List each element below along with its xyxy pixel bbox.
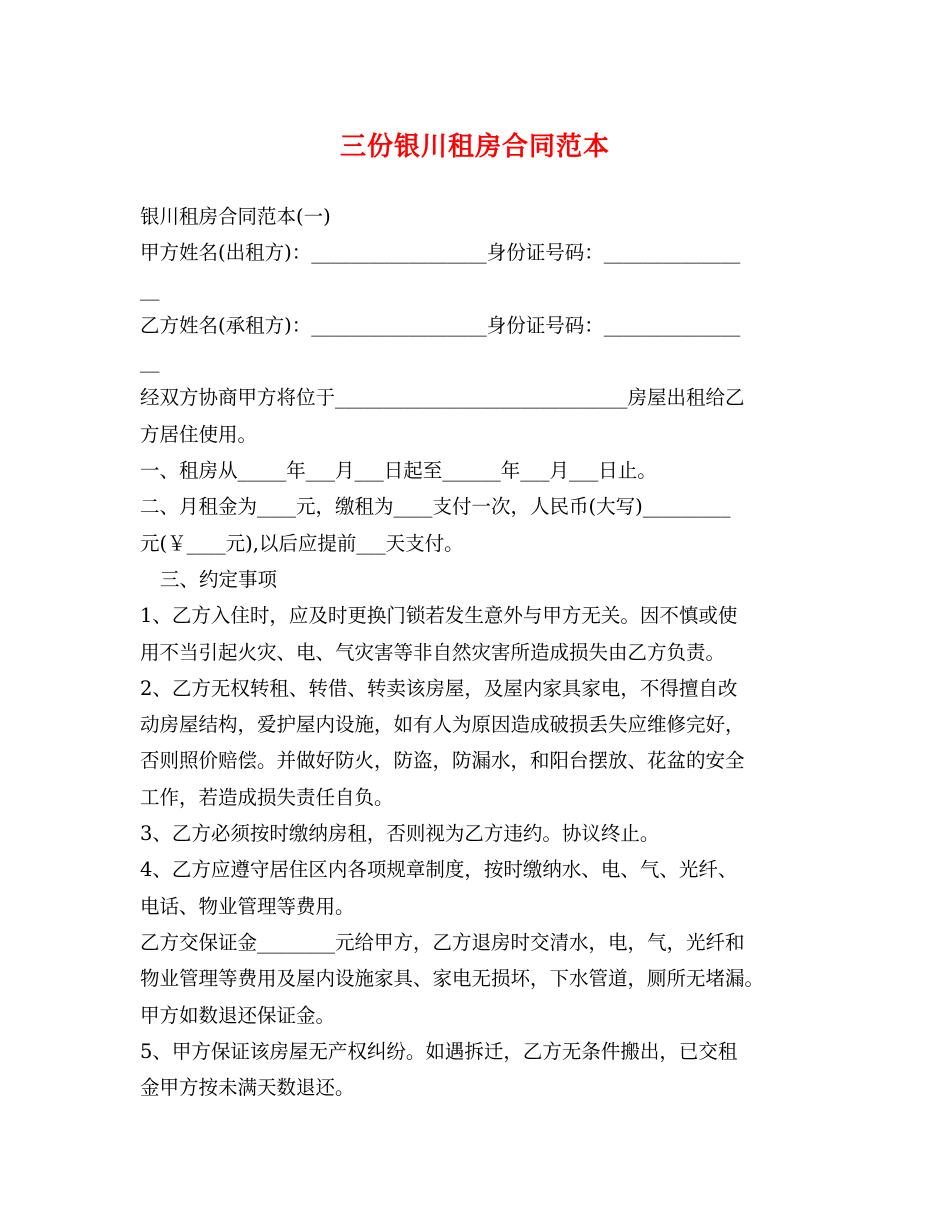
clause-3-heading: 三、约定事项 <box>160 567 278 591</box>
item-2-line-2: 动房屋结构，爱护屋内设施，如有人为原因造成破损丢失应维修完好， <box>140 713 745 737</box>
lessee-name-line: 乙方姓名(承租方)：__________________身份证号码：______________ <box>140 313 741 337</box>
document-title: 三份银川租房合同范本 <box>339 132 610 162</box>
deposit-line-2: 物业管理等费用及屋内设施家具、家电无损坏，下水管道，厕所无堵漏。 <box>140 967 765 991</box>
item-2-line-3: 否则照价赔偿。并做好防火，防盗，防漏水，和阳台摆放、花盆的安全 <box>140 749 745 773</box>
lessor-name-line: 甲方姓名(出租方)：__________________身份证号码：______________ <box>140 241 741 265</box>
clause-1-term: 一、租房从_____年___月___日起至______年___月___日止。 <box>140 459 657 483</box>
item-3-line-1: 3、乙方必须按时缴纳房租，否则视为乙方违约。协议终止。 <box>140 822 660 846</box>
deposit-line-1: 乙方交保证金________元给甲方，乙方退房时交清水，电，气，光纤和 <box>140 930 745 954</box>
lessor-id-continuation: __ <box>140 277 160 301</box>
item-2-line-4: 工作，若造成损失责任自负。 <box>140 785 394 809</box>
deposit-line-3: 甲方如数退还保证金。 <box>140 1003 336 1027</box>
clause-2-rent-continuation: 元(￥____元),以后应提前___天支付。 <box>140 531 464 555</box>
item-5-line-2: 金甲方按未满天数退还。 <box>140 1076 355 1100</box>
item-1-line-2: 用不当引起火灾、电、气灾害等非自然灾害所造成损失由乙方负责。 <box>140 640 726 664</box>
item-2-line-1: 2、乙方无权转租、转借、转卖该房屋，及屋内家具家电，不得擅自改 <box>140 676 738 700</box>
property-location-line-2: 方居住使用。 <box>140 422 258 446</box>
item-4-line-1: 4、乙方应遵守居住区内各项规章制度，按时缴纳水、电、气、光纤、 <box>140 858 738 882</box>
lessee-id-continuation: __ <box>140 350 160 374</box>
clause-2-rent: 二、月租金为____元，缴租为____支付一次，人民币(大写)_________ <box>140 495 731 519</box>
section-heading: 银川租房合同范本(一) <box>140 205 331 228</box>
item-1-line-1: 1、乙方入住时，应及时更换门锁若发生意外与甲方无关。因不慎或使 <box>140 604 738 628</box>
item-4-line-2: 电话、物业管理等费用。 <box>140 894 355 918</box>
item-5-line-1: 5、甲方保证该房屋无产权纠纷。如遇拆迁，乙方无条件搬出，已交租 <box>140 1039 738 1063</box>
property-location-line: 经双方协商甲方将位于______________________________房屋出租给乙 <box>140 386 745 410</box>
document-body <box>140 199 830 1106</box>
